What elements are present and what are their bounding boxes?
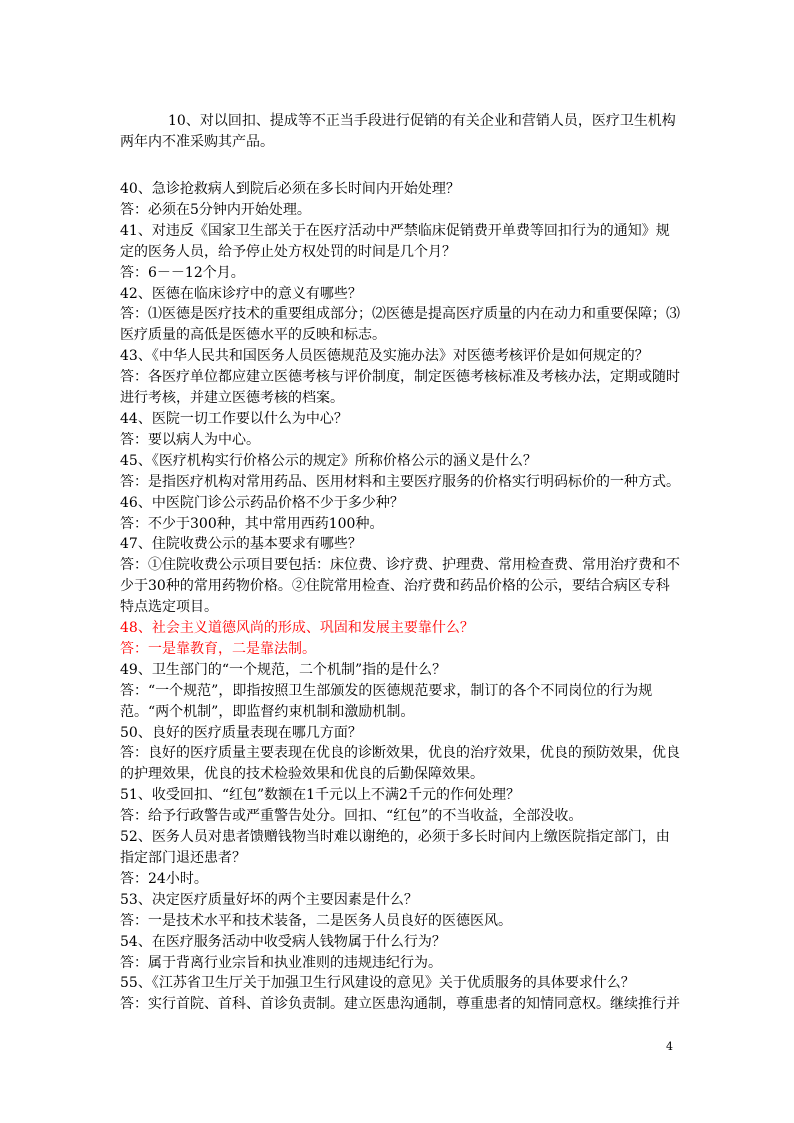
- answer-49: 答：“一个规范”，即指按照卫生部颁发的医德规范要求，制订的各个不同岗位的行为规范。“两个机制”，即监督约束机制和激励机制。: [120, 682, 653, 720]
- answer-44: 答：要以病人为中心。: [120, 431, 260, 448]
- answer-41: 答：6－－12个月。: [120, 264, 245, 281]
- answer-51: 答：给予行政警告或严重警告处分。回扣、“红包”的不当收益，全部没收。: [120, 808, 583, 825]
- question-50: 50、良好的医疗质量表现在哪几方面？: [120, 724, 362, 741]
- question-45: 45、《医疗机构实行价格公示的规定》所称价格公示的涵义是什么？: [120, 452, 537, 469]
- answer-45: 答：是指医疗机构对常用药品、医用材料和主要医疗服务的价格实行明码标价的一种方式。: [120, 473, 680, 490]
- answer-43: 答：各医疗单位都应建立医德考核与评价制度，制定医德考核标准及考核办法，定期或随时进行考核，并建立医德考核的档案。: [120, 369, 680, 407]
- answer-40: 答：必须在5分钟内开始处理。: [120, 201, 311, 218]
- answer-46: 答：不少于300种，其中常用西药100种。: [120, 515, 384, 532]
- intro-paragraph: 10、对以回扣、提成等不正当手段进行促销的有关企业和营销人员，医疗卫生机构两年内不准采购其产品。: [120, 113, 676, 150]
- question-48-highlighted: 48、社会主义道德风尚的形成、巩固和发展主要靠什么？: [120, 620, 474, 637]
- answer-42: 答：⑴医德是医疗技术的重要组成部分；⑵医德是提高医疗质量的内在动力和重要保障；⑶医疗质量的高低是医德水平的反映和标志。: [120, 306, 680, 344]
- answer-55: 答：实行首院、首科、首诊负责制。建立医患沟通制，尊重患者的知情同意权。继续推行并: [120, 996, 680, 1013]
- question-43: 43、《中华人民共和国医务人员医德规范及实施办法》对医德考核评价是如何规定的？: [120, 348, 649, 365]
- question-44: 44、医院一切工作要以什么为中心？: [120, 410, 348, 427]
- question-40: 40、急诊抢救病人到院后必须在多长时间内开始处理？: [120, 181, 460, 197]
- question-51: 51、收受回扣、“红包”数额在1千元以上不满2千元的作何处理？: [120, 787, 520, 804]
- answer-48-highlighted: 答：一是靠教育，二是靠法制。: [120, 640, 316, 657]
- question-49: 49、卫生部门的“一个规范，二个机制”指的是什么？: [120, 661, 447, 678]
- page-number: 4: [666, 1040, 673, 1053]
- question-54: 54、在医疗服务活动中收受病人钱物属于什么行为？: [120, 933, 446, 950]
- question-46: 46、中医院门诊公示药品价格不少于多少种？: [120, 494, 404, 511]
- answer-53: 答：一是技术水平和技术装备，二是医务人员良好的医德医风。: [120, 912, 512, 929]
- question-53: 53、决定医疗质量好坏的两个主要因素是什么？: [120, 891, 418, 908]
- answer-47: 答：①住院收费公示项目要包括：床位费、诊疗费、护理费、常用检查费、常用治疗费和不少于30种的常用药物价格。②住院常用检查、治疗费和药品价格的公示，要结合病区专科特点选定项目。: [120, 557, 680, 616]
- qa-list: [120, 179, 680, 1015]
- answer-52: 答：24小时。: [120, 870, 208, 887]
- question-42: 42、医德在临床诊疗中的意义有哪些？: [120, 285, 362, 302]
- question-41: 41、对违反《国家卫生部关于在医疗活动中严禁临床促销费开单费等回扣行为的通知》规定的医务人员，给予停止处方权处罚的时间是几个月？: [120, 222, 670, 260]
- answer-50: 答：良好的医疗质量主要表现在优良的诊断效果，优良的治疗效果，优良的预防效果，优良的护理效果，优良的技术检验效果和优良的后勤保障效果。: [120, 745, 680, 783]
- question-52: 52、医务人员对患者馈赠钱物当时难以谢绝的，必须于多长时间内上缴医院指定部门，由指定部门退还患者？: [120, 829, 670, 866]
- question-55: 55、《江苏省卫生厅关于加强卫生行风建设的意见》关于优质服务的具体要求什么？: [120, 975, 635, 992]
- answer-54: 答：属于背离行业宗旨和执业准则的违规违纪行为。: [120, 954, 442, 971]
- question-47: 47、住院收费公示的基本要求有哪些？: [120, 536, 362, 553]
